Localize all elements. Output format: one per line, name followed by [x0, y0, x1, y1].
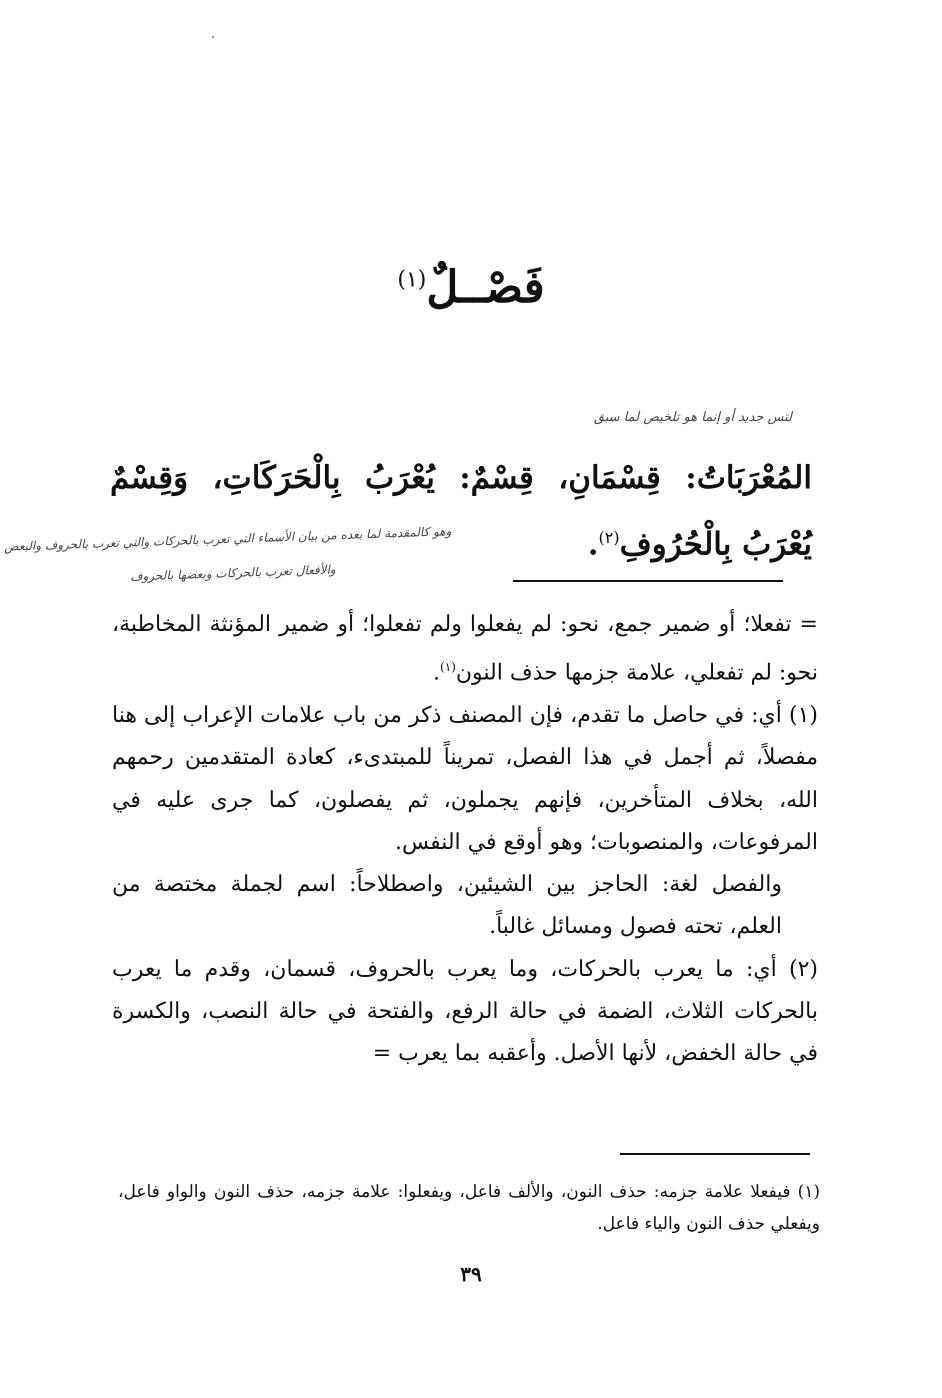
commentary: [112, 604, 818, 1076]
commentary-note-1: (١) أي: في حاصل ما تقدم، فإن المصنف ذكر من باب علامات الإعراب إلى هنا مفصلاً، ثم أجمل في هذا الفصل، تمريناً للمبتدىء، كعادة المتقدمين رحمهم الله، بخلاف المتأخرين، فإنهم يجملون، ثم يفصلون، كما جرى عليه في المرفوعات، والمنصوبات؛ وهو أوقع في النفس.: [112, 702, 818, 855]
handwritten-note-top: لتس جديد أو إنما هو تلخيص لما سبق: [593, 410, 792, 425]
main-text-body: المُعْرَبَاتُ: قِسْمَانِ، قِسْمٌ: يُعْرَبُ بِالْحَرَكَاتِ، وَقِسْمٌ يُعْرَبُ بِالْحُرُوفِ: [110, 460, 812, 563]
footnote-divider: [620, 1153, 810, 1155]
footnote-1: (١) فيفعلا علامة جزمه: حذف النون، والألف فاعل، ويفعلوا: علامة جزمه، حذف النون والواو فاعل، ويفعلي حذف النون والياء فاعل.: [118, 1182, 820, 1234]
chapter-title-text: فَصْــلٌ: [426, 262, 545, 313]
chapter-title: [0, 262, 942, 313]
footnotes: [118, 1176, 820, 1240]
title-footnote-marker: (١): [397, 267, 427, 293]
main-text-divider: [513, 580, 783, 582]
commentary-note-2: (٢) أي: ما يعرب بالحركات، وما يعرب بالحروف، قسمان، وقدم ما يعرب بالحركات الثلاث، الضمة في حالة الرفع، والفتحة في حالة النصب، والكسرة في حالة الخفض، لأنها الأصل. وأعقبه بما يعرب =: [112, 956, 818, 1067]
continuation-end: .: [433, 660, 441, 686]
handwritten-note-middle: وهو كالمقدمة لما بعده من بيان الأسماء التي تعرب بالحركات والتي تعرب بالحروف والبعض: [3, 524, 452, 554]
continuation-text: = تفعلا؛ أو ضمير جمع، نحو: لم يفعلوا ولم تفعلوا؛ أو ضمير المؤنثة المخاطبة، نحو: لم تفعلي، علامة جزمها حذف النون: [112, 612, 818, 686]
speck: [212, 36, 214, 38]
commentary-continuation: [112, 604, 818, 695]
continuation-footnote-marker: (١): [440, 660, 456, 675]
commentary-note-1-paragraph-2: والفصل لغة: الحاجز بين الشيئين، واصطلاحاً: اسم لجملة مختصة من العلم، تحته فصول ومسائل غالباً.: [112, 872, 782, 940]
main-text: [110, 448, 812, 574]
main-text-end: .: [587, 526, 599, 563]
page-number: ٣٩: [460, 1262, 482, 1286]
main-text-footnote-marker: (٢): [598, 528, 620, 547]
handwritten-note-lower: والأفعال تعرب بالحركات وبعضها بالحروف: [129, 562, 336, 584]
